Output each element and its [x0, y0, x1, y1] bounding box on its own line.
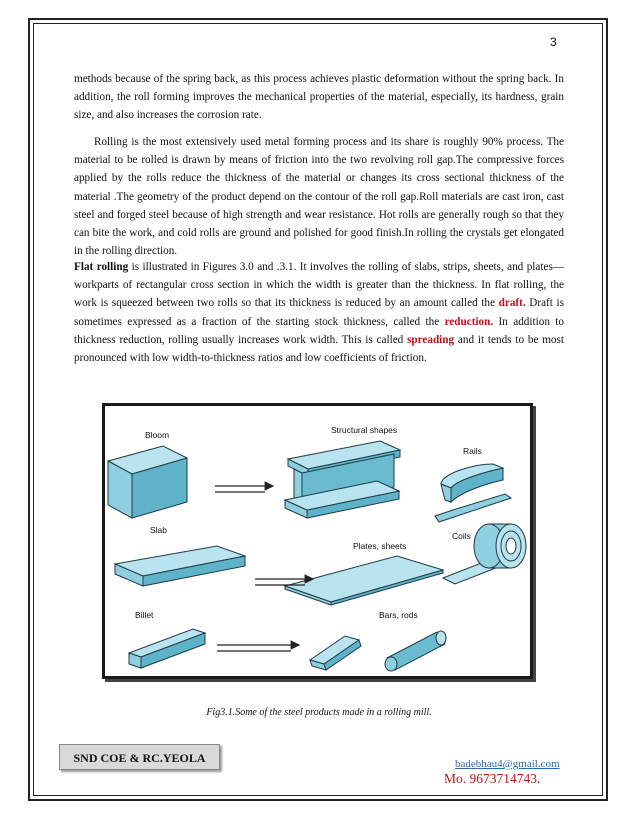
plates-sheets-label: Plates, sheets: [353, 541, 407, 551]
rolling-products-diagram: [105, 406, 530, 676]
mobile-number: [444, 771, 540, 787]
paragraph-spring-back: methods because of the spring back, as this process achieves plastic deformation without the spring back. In addition, the roll forming improves the mechanical properties of the material, especially, its hardness, grain size, and also increases the corrosion rate.: [74, 73, 564, 122]
slab-label: Slab: [150, 525, 168, 535]
rod-shape: [385, 631, 446, 671]
plate-shape: [285, 556, 443, 605]
coils-label: Coils: [452, 531, 471, 541]
spreading-term: spreading: [407, 333, 455, 346]
page-number: 3: [550, 35, 557, 49]
text-segment: Draft is sometimes expressed as a fraction of the starting stock thickness, called the: [74, 297, 564, 328]
text-segment: In addition to thickness reduction, rolling usually increases work width. This is called: [74, 315, 564, 346]
flat-rolling-term: Flat rolling: [74, 261, 129, 273]
structural-shapes-label: Structural shapes: [331, 425, 398, 435]
bloom-shape: [108, 446, 187, 518]
text-segment: is illustrated in Figures 3.0 and .3.1. It involves the rolling of slabs, strips, sheets, and plates—workparts of rectangular cross section in which the width is greater than the thickness. In flat rolling, the work is squeezed between two rolls so that its thickness is reduced by an amount called the: [74, 261, 564, 310]
mobile-number-text: Mo. 9673714743: [444, 771, 538, 786]
reduction-term: reduction.: [444, 315, 494, 328]
bloom-label: Bloom: [145, 430, 170, 440]
mobile-end: .: [537, 771, 541, 786]
bar-shape: [310, 636, 361, 670]
college-name-box: SND COE & RC.YEOLA: [59, 744, 220, 770]
paragraph-rolling: Rolling is the most extensively used metal forming process and its share is roughly 90% process. The material to be rolled is drawn by means of friction into the two revolving roll gap.The compressive forces applied by the rolls reduce the thickness of the material or changes its cross sectional thickness of the material .The geometry of the product depend on the contour of the roll gap.Roll materials are cast iron, cast steel and forged steel because of high strength and wear resistance. Hot rolls are generally rough so that they can bite the work, and cold rolls are ground and polished for good finish.In rolling the crystals get elongated in the rolling direction.: [74, 136, 564, 258]
rail-shape: [435, 464, 511, 522]
slab-shape: [115, 546, 245, 586]
text-segment: and it tends to be most pronounced with low width-to-thickness ratios and low coefficients of friction.: [74, 333, 564, 365]
email-link[interactable]: badebhau4@gmail.com: [455, 758, 560, 770]
figure-caption: Fig3.1.Some of the steel products made in a rolling mill.: [206, 707, 432, 718]
paragraph-flat-rolling: [74, 258, 564, 367]
bars-rods-label: Bars, rods: [379, 610, 418, 620]
rails-label: Rails: [463, 446, 482, 456]
i-beam-shape: [285, 441, 400, 518]
draft-term: draft.: [498, 297, 526, 310]
rolling-products-figure: [102, 403, 533, 679]
billet-shape: [129, 629, 205, 668]
billet-label: Billet: [135, 610, 154, 620]
